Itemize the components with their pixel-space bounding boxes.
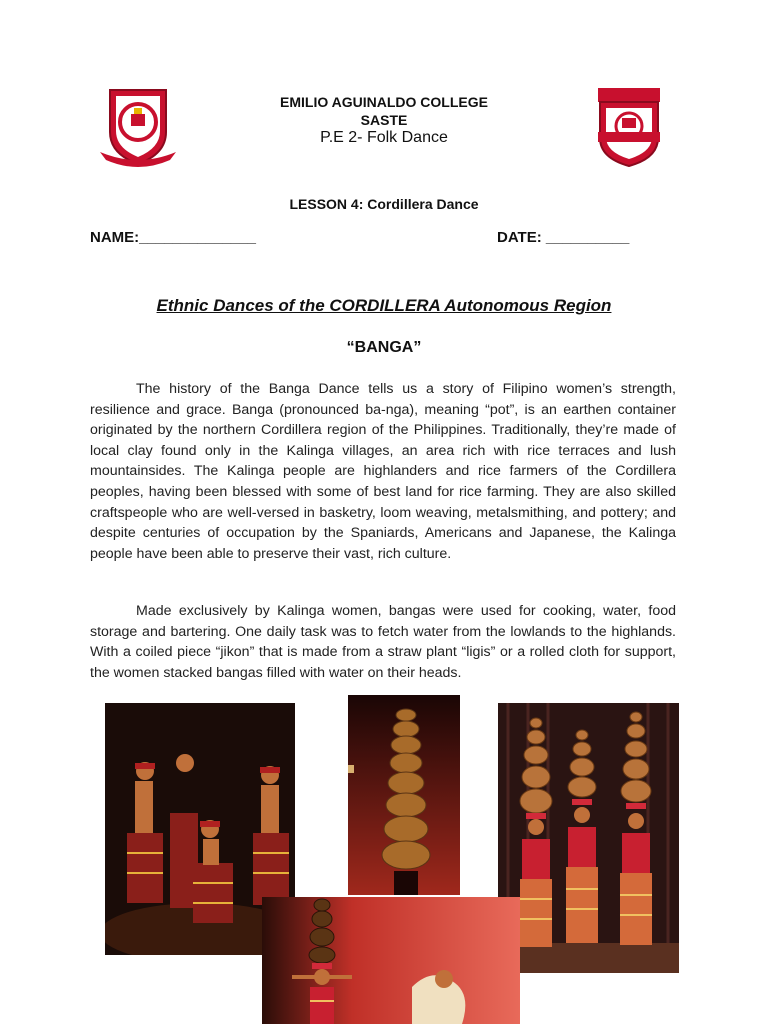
paragraph-history-text: The history of the Banga Dance tells us a story of Filipino women’s strength, resilience and grace. Banga (pronounced ba-nga), meaning “pot”, is an earthen container originated by the northern Cordillera region of the Philippines. Traditionally, they’re made of local clay found only in the Kalinga villages, an area rich with rice terraces and lush mountainsides. The Kalinga people are highlanders and rice farmers of the Cordillera peoples, having been blessed with some of best land for rice farming. They are also skilled craftspeople who are well-versed in basketry, loom weaving, metalsmithing, and pottery; and despite centuries of occupation by the Spaniards, Americans and Japanese, the Kalinga people have been able to preserve their vast, rich culture. — [90, 381, 676, 562]
date-field-label: DATE: __________ — [497, 229, 630, 246]
document-title: Ethnic Dances of the CORDILLERA Autonomous Region — [156, 296, 612, 315]
photo-women-pot-stacks — [498, 703, 679, 973]
course-title: P.E 2- Folk Dance — [320, 129, 448, 146]
paragraph-usage — [90, 601, 676, 683]
name-field-label: NAME:______________ — [90, 229, 256, 246]
paragraph-history — [90, 379, 676, 564]
section-title: “BANGA” — [346, 339, 422, 356]
photo-dancer-red-stage — [262, 897, 520, 1024]
paragraph-usage-text: Made exclusively by Kalinga women, bangas were used for cooking, water, food storage and bartering. One daily task was to fetch water from the lowlands to the highlands. With a coiled piece “jikon” that is made from a straw plant “ligis” or a rolled cloth for support, the women stacked bangas filled with water on their heads. — [90, 603, 676, 681]
lesson-title: LESSON 4: Cordillera Dance — [289, 196, 479, 212]
college-name: EMILIO AGUINALDO COLLEGE — [280, 94, 488, 110]
photo-stacked-pots — [348, 695, 460, 895]
department-name: SASTE — [360, 112, 408, 128]
